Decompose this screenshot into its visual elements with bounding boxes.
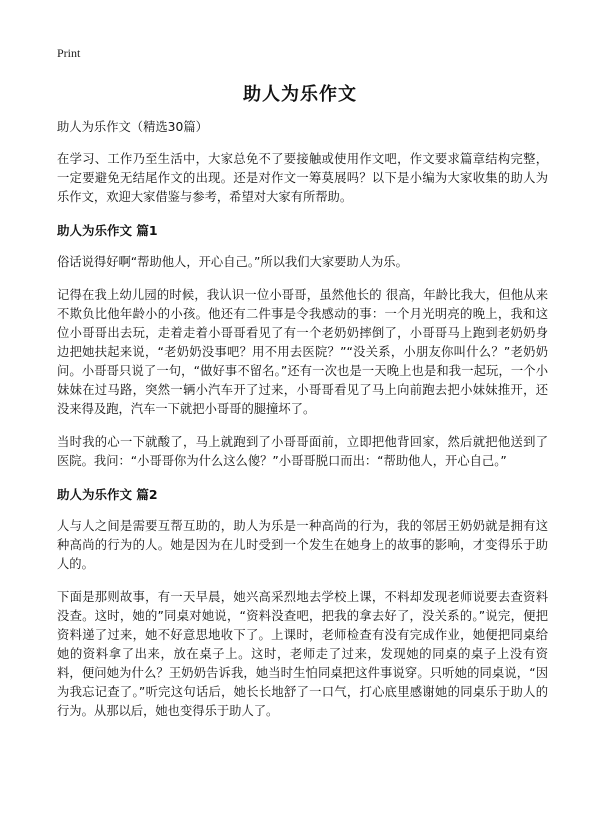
intro-paragraph: 在学习、工作乃至生活中，大家总免不了要接触或使用作文吧，作文要求篇章结构完整，一定要避免无结尾作文的出现。还是对作文一筹莫展吗？以下是小编为大家收集的助人为乐作文，欢迎大家借鉴与参考，希望对大家有所帮助。 <box>57 152 548 204</box>
section-1-paragraph-2: 记得在我上幼儿园的时候，我认识一位小哥哥，虽然他长的 很高，年龄比我大，但他从来不欺负比他年龄小的小孩。他还有二件事是令我感动的事：一个月光明亮的晚上，我和这位小哥哥出去玩，走着走着小哥哥看见了有一个老奶奶摔倒了，小哥哥马上跑到老奶奶身边把她扶起来说，“老奶奶没事吧？用不用去医院？”“没关系，小朋友你叫什么？”老奶奶问。小哥哥只说了一句，“做好事不留名。”还有一次也是一天晚上也是和我一起玩，一个小妹妹在过马路，突然一辆小汽车开了过来，小哥哥看见了马上向前跑去把小妹妹推开，还没来得及跑，汽车一下就把小哥哥的腿撞坏了。 <box>57 288 548 416</box>
section-2-paragraph-2: 下面是那则故事，有一天早晨，她兴高采烈地去学校上课，不料却发现老师说要去查资料没查。这时，她的”同桌对她说，“资料没查吧，把我的拿去好了，没关系的。”说完，便把资料递了过来，她不好意思地收下了。上课时，老师检查有没有完成作业，她便把同桌给她的资料拿了出来，放在桌子上。这时，老师走了过来，发现她的同桌的桌子上没有资料，便问她为什么？王奶奶告诉我，她当时生怕同桌把这件事说穿。只听她的同桌说，“因为我忘记查了。”听完这句话后，她长长地舒了一口气，打心底里感谢她的同桌乐于助人的行为。从那以后，她也变得乐于助人了。 <box>57 590 548 718</box>
section-2-paragraph-1: 人与人之间是需要互帮互助的，助人为乐是一种高尚的行为，我的邻居王奶奶就是拥有这种高尚的行为的人。她是因为在儿时受到一个发生在她身上的故事的影响，才变得乐于助人的。 <box>57 519 548 571</box>
page-title: 助人为乐作文 <box>243 84 357 105</box>
section-1-paragraph-1: 俗话说得好啊“帮助他人，开心自己。”所以我们大家要助人为乐。 <box>57 255 408 269</box>
section-heading-1: 助人为乐作文 篇1 <box>57 223 158 238</box>
section-heading-2: 助人为乐作文 篇2 <box>57 487 158 502</box>
article-subtitle: 助人为乐作文（精选30篇） <box>57 120 208 134</box>
section-1-paragraph-3: 当时我的心一下就酸了，马上就跑到了小哥哥面前，立即把他背回家，然后就把他送到了医院。我问：“小哥哥你为什么这么傻？”小哥哥脱口而出：“帮助他人，开心自己。” <box>57 435 548 468</box>
article-body <box>57 118 548 735</box>
print-link[interactable]: Print <box>57 46 81 60</box>
